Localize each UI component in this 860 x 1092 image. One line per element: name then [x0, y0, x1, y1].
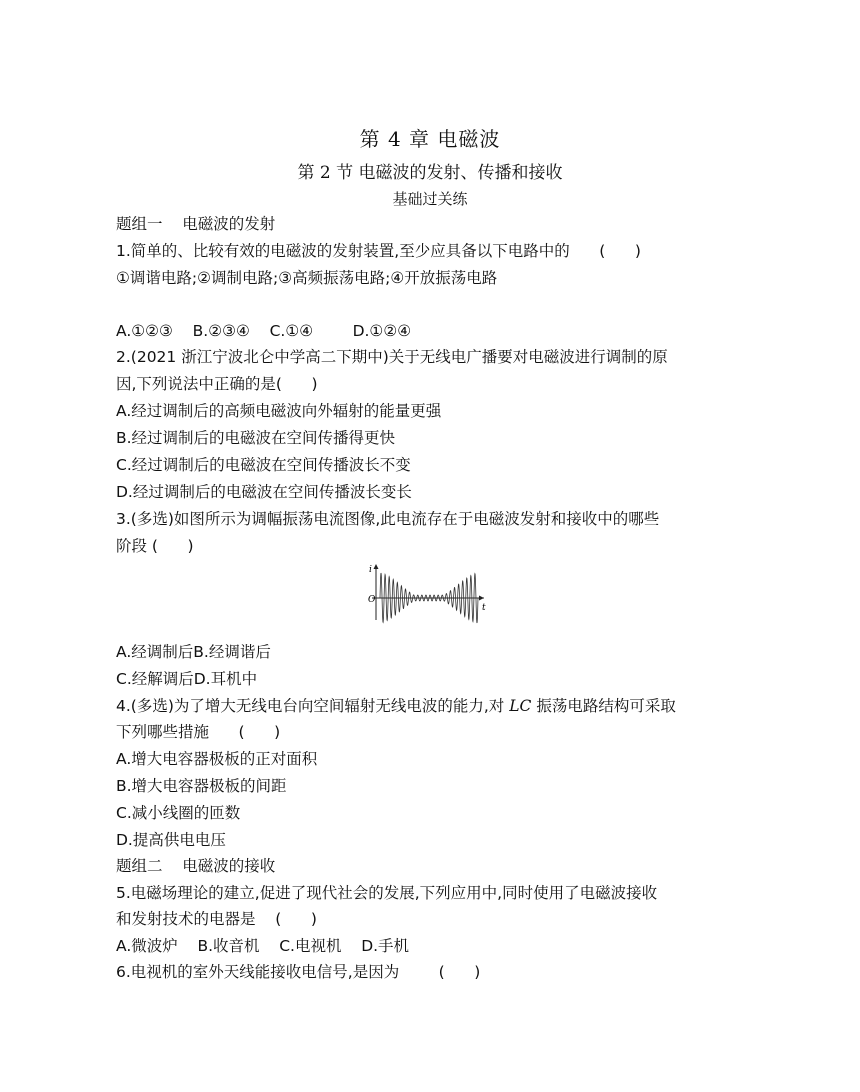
- chapter-title: 第 4 章 电磁波: [359, 127, 501, 151]
- q4-option-d: D.提高供电电压: [116, 831, 226, 849]
- section-title: 第 2 节 电磁波的发射、传播和接收: [297, 163, 563, 183]
- q1-items: ①调谐电路;②调制电路;③高频振荡电路;④开放振荡电路: [116, 269, 498, 287]
- figure-t-arrow: [479, 596, 484, 601]
- q4-option-a: A.增大电容器极板的正对面积: [116, 750, 318, 768]
- q3-options-ab: A.经调制后B.经调谐后: [116, 643, 271, 661]
- q5-stem-line2: 和发射技术的电器是 ( ): [116, 910, 317, 928]
- q2-option-d: D.经过调制后的电磁波在空间传播波长变长: [116, 483, 412, 501]
- q5-stem-line1: 5.电磁场理论的建立,促进了现代社会的发展,下列应用中,同时使用了电磁波接收: [116, 884, 658, 902]
- q3-stem-line2: 阶段 ( ): [116, 537, 194, 555]
- q2-option-a: A.经过调制后的高频电磁波向外辐射的能量更强: [116, 402, 442, 420]
- q4-stem-line2: 下列哪些措施 ( ): [116, 723, 281, 741]
- q3-options-cd: C.经解调后D.耳机中: [116, 670, 258, 688]
- q6-stem: 6.电视机的室外天线能接收电信号,是因为 ( ): [116, 963, 481, 981]
- q4-stem-line1: [116, 696, 676, 716]
- figure-t-label: t: [482, 603, 486, 613]
- q1-options: A.①②③ B.②③④ C.①④ D.①②④: [116, 322, 412, 340]
- practice-heading: 基础过关练: [392, 190, 468, 208]
- q2-stem-line2: 因,下列说法中正确的是( ): [116, 375, 318, 393]
- q3-stem-line1: 3.(多选)如图所示为调幅振荡电流图像,此电流存在于电磁波发射和接收中的哪些: [116, 510, 660, 528]
- q1-stem: 1.简单的、比较有效的电磁波的发射装置,至少应具备以下电路中的 ( ): [116, 242, 641, 260]
- q2-option-c: C.经过调制后的电磁波在空间传播波长不变: [116, 456, 411, 474]
- figure-i-label: i: [369, 565, 372, 575]
- group-heading-1: 题组一 电磁波的发射: [116, 215, 276, 233]
- q2-option-b: B.经过调制后的电磁波在空间传播得更快: [116, 429, 396, 447]
- figure-origin-label: O: [368, 595, 376, 605]
- q4-option-b: B.增大电容器极板的间距: [116, 777, 287, 795]
- figure-i-arrow: [374, 564, 379, 569]
- q4-option-c: C.减小线圈的匝数: [116, 804, 241, 822]
- am-current-figure: [368, 562, 492, 624]
- q5-options: A.微波炉 B.收音机 C.电视机 D.手机: [116, 937, 410, 955]
- q2-stem-line1: 2.(2021 浙江宁波北仑中学高二下期中)关于无线电广播要对电磁波进行调制的原: [116, 348, 668, 366]
- q4-lc-symbol: LC: [509, 697, 532, 715]
- q4-stem-part2: 振荡电路结构可采取: [531, 697, 676, 715]
- group-heading-2: 题组二 电磁波的接收: [116, 857, 276, 875]
- q4-stem-part1: 4.(多选)为了增大无线电台向空间辐射无线电波的能力,对: [116, 697, 510, 715]
